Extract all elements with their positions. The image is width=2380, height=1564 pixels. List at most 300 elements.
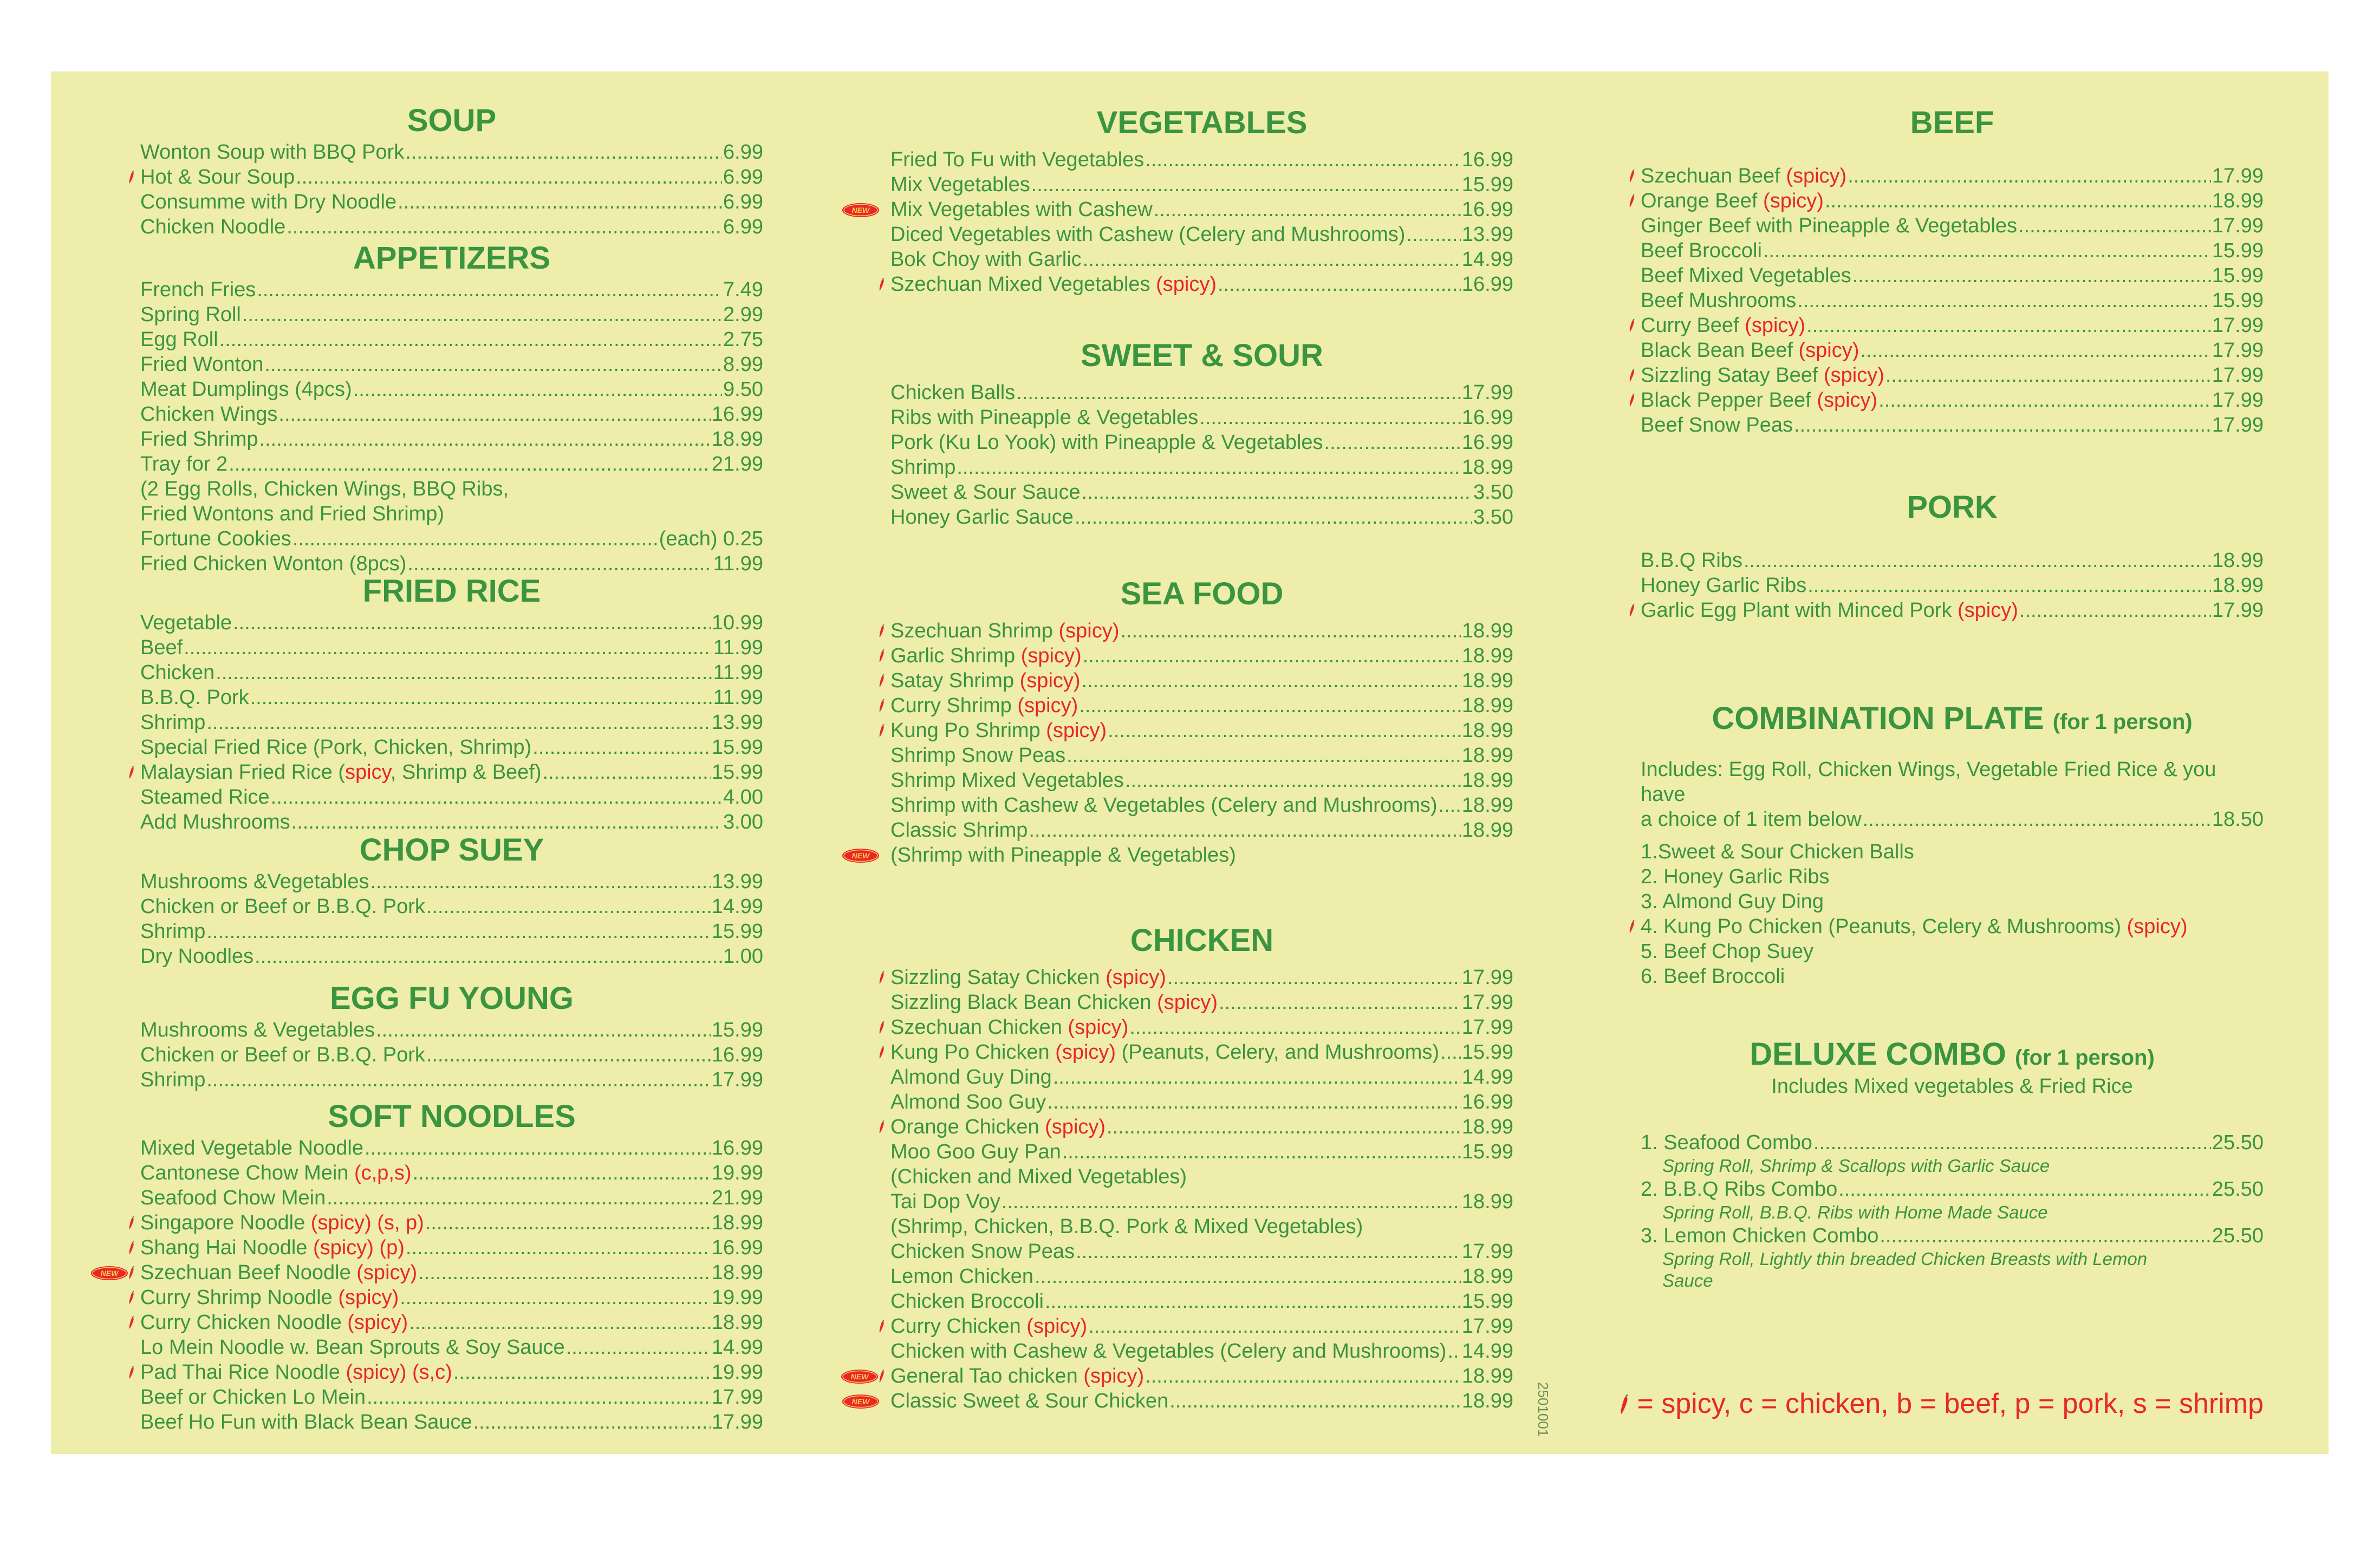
item-name: [140, 1335, 565, 1360]
item-name: [1641, 263, 1851, 288]
section-title: FRIED RICE: [362, 574, 541, 609]
menu-item: [890, 768, 1513, 793]
item-name: [890, 1339, 1446, 1364]
item-price: 16.99: [711, 1236, 763, 1259]
chili-icon: [128, 1291, 135, 1305]
leader-dots: [1125, 768, 1461, 793]
menu-item: [140, 1385, 763, 1410]
choice-text: 2. Honey Garlic Ribs: [1641, 865, 1830, 888]
item-price: 18.99: [2212, 549, 2264, 572]
spicy-label: (spicy): [1068, 1015, 1129, 1039]
item-price: 18.99: [1461, 719, 1513, 742]
item-name: [140, 1235, 405, 1260]
menu-item: [890, 247, 1513, 272]
leader-dots: [1813, 1130, 2211, 1155]
item-price: 17.99: [711, 1385, 763, 1409]
item-price: 18.99: [711, 1311, 763, 1334]
leader-dots: [405, 140, 722, 165]
menu-item: [140, 1285, 763, 1310]
section-title: SEA FOOD: [1120, 576, 1284, 611]
item-price: 17.99: [2212, 388, 2264, 412]
item-name: [890, 455, 955, 480]
leader-dots: [1848, 164, 2211, 188]
item-name-text: Fried To Fu with Vegetables: [890, 148, 1145, 171]
menu-item: [140, 1360, 763, 1385]
item-name-text: Szechuan Beef Noodle: [140, 1261, 357, 1284]
item-price: 6.99: [723, 190, 763, 213]
item-price: 18.99: [2212, 189, 2264, 212]
item-name: [1641, 413, 1793, 438]
menu-item: [140, 1136, 763, 1161]
item-name: [1641, 388, 1877, 413]
menu-item: [1641, 388, 2264, 413]
leader-dots: [1045, 1289, 1461, 1314]
menu-item: [140, 302, 763, 327]
leader-dots: [1053, 1065, 1461, 1090]
item-name: [140, 526, 291, 551]
item-name: [890, 1189, 1000, 1214]
menu-item: [1641, 313, 2264, 338]
item-name: [890, 1015, 1128, 1040]
item-name-text: Mixed Vegetable Noodle: [140, 1136, 363, 1159]
item-name-text: Chicken Snow Peas: [890, 1240, 1075, 1263]
item-price: 2.75: [723, 328, 763, 351]
deluxe-item: [1641, 1130, 2264, 1155]
item-name: [890, 222, 1405, 247]
spicy-label: (spicy) (p): [313, 1236, 405, 1259]
item-name-text: French Fries: [140, 278, 256, 301]
item-list: [140, 1018, 763, 1092]
spicy-label: (spicy): [1763, 189, 1824, 212]
item-price: 13.99: [711, 711, 763, 734]
spicy-label: (spicy): [1055, 1040, 1116, 1064]
item-name-text: Fried Shrimp: [140, 427, 258, 451]
spicy-label: (spicy) (s,c): [346, 1360, 452, 1384]
item-name: [140, 214, 285, 239]
item-name: [1641, 598, 2018, 623]
section-title: PORK: [1907, 490, 1998, 525]
item-name-text: Almond Soo Guy: [890, 1090, 1046, 1113]
item-name-text: Tai Dop Voy: [890, 1190, 1000, 1213]
menu-item: [140, 1310, 763, 1335]
leader-dots: [426, 894, 711, 919]
item-name-text: Black Bean Beef: [1641, 338, 1799, 362]
item-price: 17.99: [2212, 214, 2264, 237]
leader-dots: [1108, 718, 1461, 743]
section-title: SOUP: [407, 103, 497, 138]
item-price: 18.99: [1461, 768, 1513, 792]
leader-dots: [287, 214, 722, 239]
soft-noodles-section: [100, 1098, 763, 1435]
item-name: [140, 352, 263, 377]
item-name-text: Chicken or Beef or B.B.Q. Pork: [140, 895, 425, 918]
leader-dots: [426, 1042, 711, 1067]
item-price: 9.50: [723, 377, 763, 401]
new-badge-icon: [842, 203, 880, 218]
moo-goo-note: (Chicken and Mixed Vegetables): [890, 1165, 1187, 1188]
item-price: 6.99: [723, 165, 763, 188]
title-text: COMBINATION PLATE: [1712, 701, 2044, 736]
chili-icon: [1629, 194, 1635, 208]
menu-item: [890, 818, 1513, 843]
choice-list: [1641, 839, 2264, 989]
menu-item: [100, 1260, 763, 1285]
item-price: 17.99: [1461, 1314, 1513, 1338]
deluxe-item-list: [1641, 1130, 2264, 1292]
item-price: 18.99: [711, 1261, 763, 1284]
item-name-text: Sweet & Sour Sauce: [890, 480, 1081, 504]
item-name: 2. B.B.Q Ribs Combo: [1641, 1177, 1838, 1201]
item-name: 3. Lemon Chicken Combo: [1641, 1224, 1879, 1247]
chili-icon: [879, 971, 885, 985]
leader-dots: [1016, 380, 1461, 405]
leader-dots: [2018, 213, 2211, 238]
item-price: 18.99: [711, 1211, 763, 1234]
item-name-text: Beef: [140, 636, 183, 659]
item-price: 18.99: [1461, 644, 1513, 667]
item-price: 15.99: [1461, 1289, 1513, 1313]
svg-text:NEW: NEW: [100, 1268, 119, 1278]
appetizers-section: [140, 239, 763, 576]
leader-dots: [1029, 818, 1461, 843]
leader-dots: [473, 1410, 711, 1435]
item-name: [140, 327, 218, 352]
item-name: [890, 768, 1124, 793]
spicy-label: (spicy): [1045, 1115, 1106, 1138]
leader-dots: [2019, 598, 2211, 623]
item-name: [890, 743, 1065, 768]
leader-dots: [292, 526, 658, 551]
item-name: [1641, 238, 1762, 263]
menu-item: [890, 618, 1513, 643]
item-price: 10.99: [711, 611, 763, 634]
leader-dots: [425, 1210, 711, 1235]
menu-item: [140, 894, 763, 919]
item-name-text: Ribs with Pineapple & Vegetables: [890, 406, 1199, 429]
spicy-label: spicy: [345, 760, 391, 784]
deluxe-item: [1641, 1223, 2264, 1248]
menu-item: [140, 1067, 763, 1092]
menu-item: [890, 172, 1513, 197]
item-name: [890, 405, 1198, 430]
leader-dots: [1083, 643, 1461, 668]
item-price: 15.99: [1461, 1140, 1513, 1163]
item-price: (each) 0.25: [659, 527, 763, 550]
leader-dots: [271, 785, 722, 810]
leader-dots: [400, 1285, 711, 1310]
section-title: CHICKEN: [1130, 923, 1274, 958]
menu-item: [1641, 213, 2264, 238]
menu-item: [890, 480, 1513, 505]
item-price: 11.99: [713, 552, 763, 575]
leader-dots: [250, 685, 712, 710]
item-name: [140, 810, 290, 835]
item-price: 16.99: [1461, 148, 1513, 171]
item-list: [140, 277, 763, 477]
leader-dots: [1082, 480, 1472, 505]
spicy-label: (spicy): [2127, 915, 2188, 938]
item-name-text: Vegetable: [140, 611, 232, 634]
section-title: [1641, 1035, 2264, 1073]
chili-icon: [879, 1046, 885, 1060]
item-price: 6.99: [723, 215, 763, 238]
item-name-text: Shrimp: [140, 711, 206, 734]
leader-dots: [370, 869, 710, 894]
new-badge-icon: [841, 1369, 879, 1384]
menu-item: [851, 1389, 1513, 1413]
menu-item: [140, 526, 763, 551]
item-description: Spring Roll, B.B.Q. Ribs with Home Made Sauce: [1662, 1202, 2048, 1222]
item-price: 15.99: [2212, 239, 2264, 262]
menu-item: [890, 222, 1513, 247]
item-price: 15.99: [711, 735, 763, 759]
item-name-text: Hot & Sour Soup: [140, 165, 295, 188]
menu-item: [890, 1090, 1513, 1115]
item-name-text: Szechuan Mixed Vegetables: [890, 272, 1156, 296]
item-name-text: Shrimp with Cashew & Vegetables (Celery and Mushrooms): [890, 793, 1438, 817]
item-price: 3.00: [723, 810, 763, 833]
item-name: [1641, 164, 1846, 188]
menu-item: [1641, 573, 2264, 598]
item-name: [140, 190, 396, 214]
egg-fu-young-section: [140, 980, 763, 1092]
item-name-text: Beef or Chicken Lo Mein: [140, 1385, 366, 1409]
leader-dots: [1075, 505, 1472, 530]
leader-dots: [1406, 222, 1460, 247]
item-name: [140, 452, 227, 477]
menu-item: [890, 1139, 1513, 1164]
item-name: [890, 1139, 1061, 1164]
spicy-label: (spicy): [1745, 314, 1806, 337]
leader-dots: [1076, 1239, 1461, 1264]
item-name-text: Almond Guy Ding: [890, 1065, 1052, 1089]
leader-dots: [1878, 388, 2211, 413]
item-list: [1641, 548, 2264, 623]
item-name: [140, 685, 249, 710]
leader-dots: [327, 1185, 711, 1210]
deluxe-item: [1641, 1177, 2264, 1202]
spicy-label: (spicy): [1958, 598, 2018, 622]
item-price: 1.00: [723, 944, 763, 968]
item-list: [100, 1136, 763, 1435]
item-name-text: Curry Chicken Noodle: [140, 1311, 348, 1334]
menu-item: [890, 965, 1513, 990]
item-name-text: Kung Po Chicken: [890, 1040, 1056, 1064]
menu-item: [140, 277, 763, 302]
item-price: 16.99: [1461, 406, 1513, 429]
leader-dots: [1852, 263, 2211, 288]
item-name: [140, 869, 369, 894]
item-name: [890, 1040, 1439, 1065]
item-name: [890, 1065, 1052, 1090]
leader-dots: [296, 165, 722, 190]
menu-item: [140, 352, 763, 377]
leader-dots: [1083, 247, 1461, 272]
title-note: (for 1 person): [2015, 1046, 2155, 1070]
vegetables-section: [851, 104, 1513, 297]
item-name: [890, 272, 1217, 297]
chili-icon: [1620, 1394, 1629, 1416]
item-name-text: Consumme with Dry Noodle: [140, 190, 397, 213]
leader-dots: [1763, 238, 2211, 263]
item-name-text: Chicken with Cashew & Vegetables (Celery and Mushrooms): [890, 1339, 1447, 1363]
leader-dots: [1107, 1115, 1461, 1139]
leader-dots: [1880, 1223, 2211, 1248]
combo-choice: [1641, 889, 2264, 914]
item-name-text: Special Fried Rice (Pork, Chicken, Shrimp): [140, 735, 532, 759]
leader-dots: [1825, 188, 2211, 213]
chili-icon: [879, 699, 885, 713]
item-name: [140, 1210, 424, 1235]
section-subtitle: Includes Mixed vegetables & Fried Rice: [1771, 1074, 2133, 1098]
item-name-text: Moo Goo Guy Pan: [890, 1140, 1061, 1163]
menu-item: [1641, 363, 2264, 388]
item-name-text: Cantonese Chow Mein: [140, 1161, 354, 1184]
combination-plate-section: [1641, 700, 2264, 989]
beef-section: [1641, 104, 2264, 438]
item-name-text: Orange Chicken: [890, 1115, 1045, 1138]
chili-icon: [128, 766, 135, 780]
leader-dots: [1806, 313, 2211, 338]
leader-dots: [255, 944, 722, 969]
legend-text: = spicy, c = chicken, b = beef, p = pork, s = shrimp: [1637, 1388, 2264, 1419]
item-name-text: Fried Chicken Wonton (8pcs): [140, 552, 407, 575]
item-list: [140, 610, 763, 835]
item-description: Spring Roll, Lightly thin breaded Chicken Breasts with Lemon: [1662, 1248, 2148, 1269]
leader-dots: [418, 1260, 711, 1285]
leader-dots: [1079, 693, 1461, 718]
item-name: [890, 380, 1015, 405]
item-name: [140, 660, 214, 685]
spicy-label: (spicy): [1019, 669, 1081, 692]
item-name-text: Fried Wonton: [140, 353, 264, 376]
spicy-label: (spicy): [1020, 644, 1082, 667]
menu-item: [140, 1235, 763, 1260]
item-name: [890, 480, 1081, 505]
item-name: [140, 1185, 326, 1210]
leader-dots: [1807, 573, 2211, 598]
item-name-text: Chicken Balls: [890, 381, 1016, 404]
menu-item: [140, 610, 763, 635]
item-name-text: Mushrooms &Vegetables: [140, 870, 369, 893]
leader-dots: [1062, 1139, 1461, 1164]
item-price: 16.99: [711, 402, 763, 426]
item-list: [140, 140, 763, 239]
item-price: 19.99: [711, 1286, 763, 1309]
spicy-label: (spicy): [1058, 619, 1120, 642]
item-name-text: Chicken Wings: [140, 402, 278, 426]
leader-dots: [1067, 743, 1461, 768]
leader-dots: [184, 635, 712, 660]
item-list: [890, 965, 1513, 1164]
item-name-text: General Tao chicken: [890, 1364, 1084, 1387]
item-name-text: Fortune Cookies: [140, 527, 291, 550]
menu-item: [140, 327, 763, 352]
item-name: [890, 965, 1166, 990]
fried-rice-section: [140, 572, 763, 835]
menu-item: [890, 272, 1513, 297]
item-price: 4.00: [723, 785, 763, 809]
leader-dots: [1154, 197, 1461, 222]
item-name: [1641, 573, 1806, 598]
menu-item: [140, 1410, 763, 1435]
item-name-text: Spring Roll: [140, 303, 241, 326]
item-name: [890, 1364, 1144, 1389]
item-description: Spring Roll, Shrimp & Scallops with Garlic Sauce: [1662, 1155, 2050, 1176]
combo-choice: [1641, 914, 2264, 939]
item-name-text: Beef Mixed Vegetables: [1641, 264, 1851, 287]
chili-icon: [128, 1366, 135, 1380]
item-price: 15.99: [2212, 289, 2264, 312]
soup-section: [140, 102, 763, 239]
item-price: 15.99: [1461, 173, 1513, 196]
item-price: 16.99: [1461, 272, 1513, 296]
menu-item: [140, 1018, 763, 1042]
item-name: [890, 693, 1078, 718]
spicy-label: (spicy): [338, 1286, 399, 1309]
item-name: [890, 818, 1028, 843]
leader-dots: [1047, 1090, 1461, 1115]
item-name-text: Black Pepper Beef: [1641, 388, 1817, 412]
item-name-text: Mix Vegetables with Cashew: [890, 198, 1153, 221]
item-price: 7.49: [723, 278, 763, 301]
chili-icon: [128, 1266, 135, 1280]
item-name: [140, 635, 183, 660]
legend: [1620, 1387, 2264, 1420]
item-name: [890, 718, 1107, 743]
item-price: 14.99: [711, 895, 763, 918]
item-price: 17.99: [2212, 164, 2264, 187]
leader-dots: [566, 1335, 711, 1360]
chili-icon: [1629, 920, 1635, 934]
choice-text: 5. Beef Chop Suey: [1641, 940, 1813, 963]
leader-dots: [1167, 965, 1461, 990]
item-name: [890, 1314, 1087, 1339]
menu-item: [890, 1115, 1513, 1139]
leader-dots: [229, 452, 711, 477]
item-name-text: Chicken Noodle: [140, 215, 286, 238]
new-badge-icon: [842, 1394, 880, 1409]
leader-dots: [242, 302, 722, 327]
menu-item: [140, 190, 763, 214]
item-name-text: Chicken: [140, 661, 215, 684]
choice-text: 6. Beef Broccoli: [1641, 965, 1785, 988]
spicy-label: (spicy) (s, p): [310, 1211, 424, 1234]
item-price: 18.99: [1461, 744, 1513, 767]
spicy-label: (spicy): [1817, 388, 1878, 412]
combo-choice: [1641, 939, 2264, 964]
chili-icon: [879, 649, 885, 663]
item-name: [140, 1410, 472, 1435]
leader-dots: [1218, 272, 1461, 297]
menu-item: [890, 793, 1513, 818]
item-price: 15.99: [711, 760, 763, 784]
sweet-sour-section: [890, 337, 1513, 530]
item-name-text: B.B.Q. Pork: [140, 686, 249, 709]
item-name-text: Shrimp Snow Peas: [890, 744, 1066, 767]
item-price: 14.99: [711, 1335, 763, 1359]
leader-dots: [1447, 1339, 1460, 1364]
section-title: SWEET & SOUR: [1081, 338, 1323, 373]
item-price: 18.99: [1461, 619, 1513, 642]
spicy-label: (spicy): [1017, 694, 1078, 717]
leader-dots: [367, 1385, 711, 1410]
menu-item: [140, 785, 763, 810]
item-name-text: Malaysian Fried Rice (: [140, 760, 345, 784]
item-name: [1641, 313, 1805, 338]
menu-item: [851, 197, 1513, 222]
menu-item: [140, 377, 763, 402]
